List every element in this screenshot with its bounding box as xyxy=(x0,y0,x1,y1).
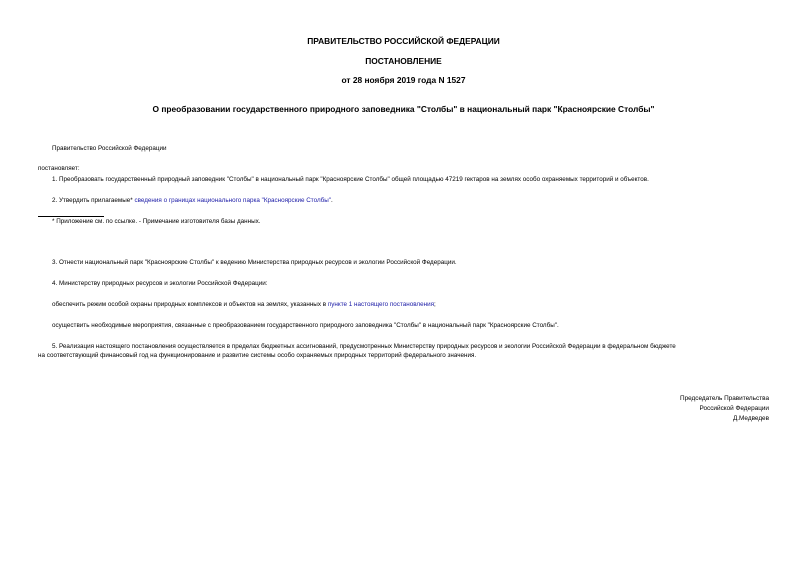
item-4a xyxy=(52,301,436,310)
item-4a-prefix: обеспечить режим особой охраны природных комплексов и объектов на землях, указанных в xyxy=(52,301,328,308)
doc-type-heading: ПОСТАНОВЛЕНИЕ xyxy=(365,56,442,66)
item-4: 4. Министерству природных ресурсов и экологии Российской Федерации: xyxy=(52,280,268,287)
item-5-line-1: 5. Реализация настоящего постановления осуществляется в пределах бюджетных ассигнований, предусмотренных Министерству природных ресурсов и экологии Российской Федерации в федеральном бюджете xyxy=(52,343,676,350)
footnote-text: * Приложение см. по ссылке. - Примечание изготовителя базы данных. xyxy=(52,218,261,225)
item-1: 1. Преобразовать государственный природный заповедник "Столбы" в национальный парк "Красноярские Столбы" общей площадью 47219 гектаров на землях особо охраняемых территорий и объектов. xyxy=(52,176,649,183)
boundaries-link[interactable]: сведения о границах национального парка "Красноярские Столбы" xyxy=(134,197,331,204)
document-title: О преобразовании государственного природного заповедника "Столбы" в национальный парк "Красноярские Столбы" xyxy=(152,104,655,114)
paragraph-1-link[interactable]: пункте 1 настоящего постановления xyxy=(327,301,435,308)
signature-name: Д.Медведев xyxy=(732,415,769,422)
intro-text: Правительство Российской Федерации xyxy=(52,145,167,152)
item-4b: осуществить необходимые мероприятия, связанные с преобразованием государственного природного заповедника "Столбы" в национальный парк "Красноярские Столбы". xyxy=(52,322,559,329)
item-2 xyxy=(52,197,333,206)
item-5-line-2: на соответствующий финансовый год на функционирование и развитие системы особо охраняемых природных территорий федерального значения. xyxy=(38,352,477,359)
item-2-suffix: . xyxy=(331,197,333,204)
item-3: 3. Отнести национальный парк "Красноярские Столбы" к ведению Министерства природных ресурсов и экологии Российской Федерации. xyxy=(52,259,457,266)
date-number-heading: от 28 ноября 2019 года N 1527 xyxy=(341,75,466,85)
signature-title: Председатель Правительства xyxy=(680,395,769,402)
issuer-heading: ПРАВИТЕЛЬСТВО РОССИЙСКОЙ ФЕДЕРАЦИИ xyxy=(307,36,500,46)
resolves-text: постановляет: xyxy=(38,165,80,172)
item-4a-suffix: ; xyxy=(434,301,436,308)
item-2-prefix: 2. Утвердить прилагаемые* xyxy=(52,197,135,204)
footnote-divider xyxy=(38,216,104,217)
signature-organization: Российской Федерации xyxy=(699,405,769,412)
